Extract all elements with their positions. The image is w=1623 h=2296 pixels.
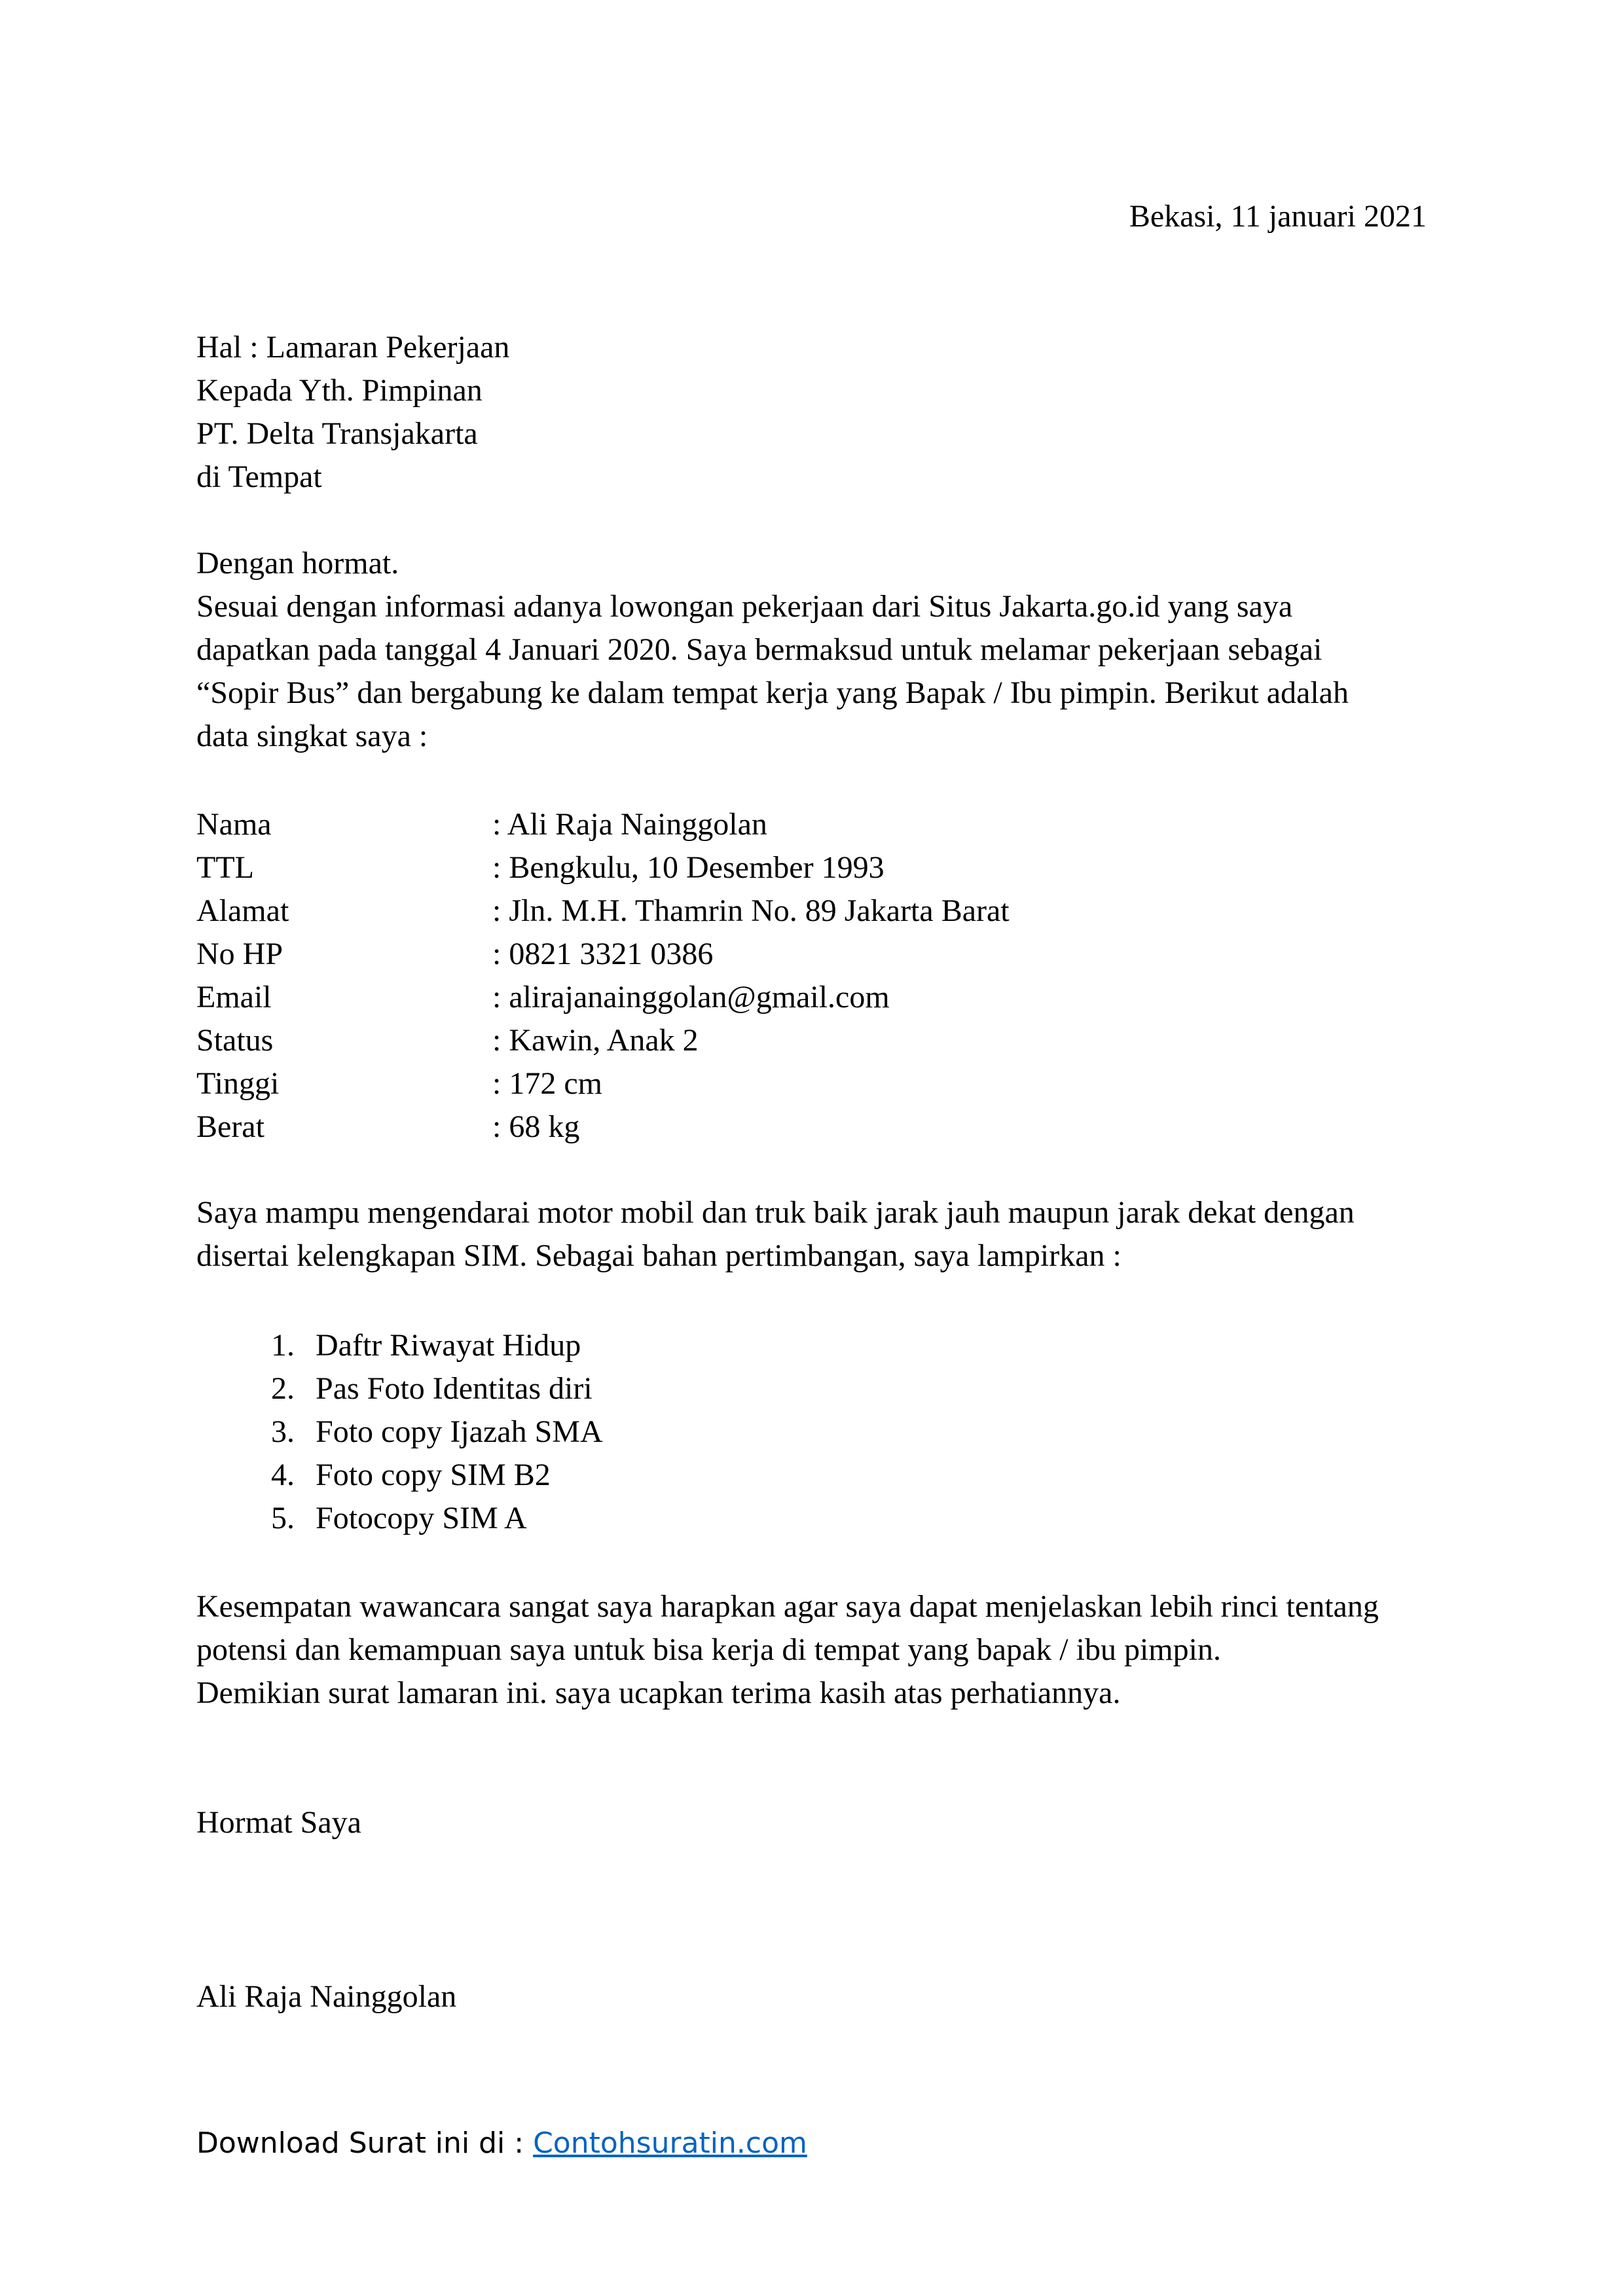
detail-row [196, 889, 1427, 933]
list-item [196, 1410, 1427, 1454]
recipient-block [196, 326, 1427, 499]
detail-label: Alamat [196, 893, 289, 928]
detail-value: : 172 cm [492, 1066, 602, 1101]
footer-text: Download Surat ini di : [196, 2126, 534, 2160]
place-line: di Tempat [196, 459, 322, 494]
detail-label: Berat [196, 1109, 264, 1144]
footer [196, 2124, 807, 2163]
list-number: 1. [271, 1328, 295, 1363]
detail-label: Status [196, 1023, 274, 1058]
intro-line: data singkat saya : [196, 719, 428, 753]
skills-paragraph [196, 1191, 1427, 1278]
detail-value: : alirajanainggolan@gmail.com [492, 980, 890, 1014]
detail-row [196, 933, 1427, 976]
closing-paragraph [196, 1585, 1427, 1715]
list-item [196, 1324, 1427, 1367]
greeting: Dengan hormat. [196, 546, 399, 581]
skills-line: Saya mampu mengendarai motor mobil dan truk baik jarak jauh maupun jarak dekat dengan [196, 1195, 1355, 1230]
detail-row [196, 1105, 1427, 1149]
list-text: Fotocopy SIM A [316, 1501, 527, 1535]
detail-value: : Bengkulu, 10 Desember 1993 [492, 850, 884, 885]
detail-row [196, 1019, 1427, 1062]
detail-label: Tinggi [196, 1066, 280, 1101]
detail-value: : Ali Raja Nainggolan [492, 807, 767, 842]
detail-label: No HP [196, 937, 283, 971]
list-text: Foto copy Ijazah SMA [316, 1414, 603, 1449]
list-number: 3. [271, 1414, 295, 1449]
detail-label: Email [196, 980, 272, 1014]
intro-line: “Sopir Bus” dan bergabung ke dalam tempat kerja yang Bapak / Ibu pimpin. Berikut adalah [196, 675, 1349, 710]
regards: Hormat Saya [196, 1805, 361, 1840]
letter-date: Bekasi, 11 januari 2021 [1129, 199, 1427, 234]
detail-row [196, 846, 1427, 889]
detail-label: TTL [196, 850, 254, 885]
list-text: Pas Foto Identitas diri [316, 1371, 593, 1406]
list-item [196, 1497, 1427, 1540]
list-item [196, 1454, 1427, 1497]
list-text: Daftr Riwayat Hidup [316, 1328, 581, 1363]
detail-value: : 68 kg [492, 1109, 580, 1144]
subject-line: Hal : Lamaran Pekerjaan [196, 330, 510, 365]
list-number: 4. [271, 1458, 295, 1492]
signature-name: Ali Raja Nainggolan [196, 1979, 457, 2014]
skills-line: disertai kelengkapan SIM. Sebagai bahan pertimbangan, saya lampirkan : [196, 1238, 1122, 1273]
footer-link[interactable]: Contohsuratin.com [533, 2126, 807, 2160]
list-number: 5. [271, 1501, 295, 1535]
detail-value: : Kawin, Anak 2 [492, 1023, 699, 1058]
closing-line: Kesempatan wawancara sangat saya harapkan agar saya dapat menjelaskan lebih rinci tentang [196, 1589, 1379, 1624]
opening-paragraph [196, 542, 1427, 758]
closing-line: Demikian surat lamaran ini. saya ucapkan terima kasih atas perhatiannya. [196, 1676, 1121, 1710]
intro-line: Sesuai dengan informasi adanya lowongan pekerjaan dari Situs Jakarta.go.id yang saya [196, 589, 1293, 624]
company-line: PT. Delta Transjakarta [196, 416, 478, 451]
list-number: 2. [271, 1371, 295, 1406]
detail-value: : 0821 3321 0386 [492, 937, 714, 971]
detail-row [196, 1062, 1427, 1105]
detail-value: : Jln. M.H. Thamrin No. 89 Jakarta Barat [492, 893, 1010, 928]
attachment-list [196, 1324, 1427, 1540]
closing-line: potensi dan kemampuan saya untuk bisa kerja di tempat yang bapak / ibu pimpin. [196, 1632, 1221, 1667]
intro-line: dapatkan pada tanggal 4 Januari 2020. Saya bermaksud untuk melamar pekerjaan sebagai [196, 632, 1322, 667]
detail-row [196, 803, 1427, 846]
detail-row [196, 976, 1427, 1019]
applicant-details [196, 803, 1427, 1149]
list-text: Foto copy SIM B2 [316, 1458, 551, 1492]
detail-label: Nama [196, 807, 272, 842]
recipient-line: Kepada Yth. Pimpinan [196, 373, 483, 408]
list-item [196, 1367, 1427, 1410]
